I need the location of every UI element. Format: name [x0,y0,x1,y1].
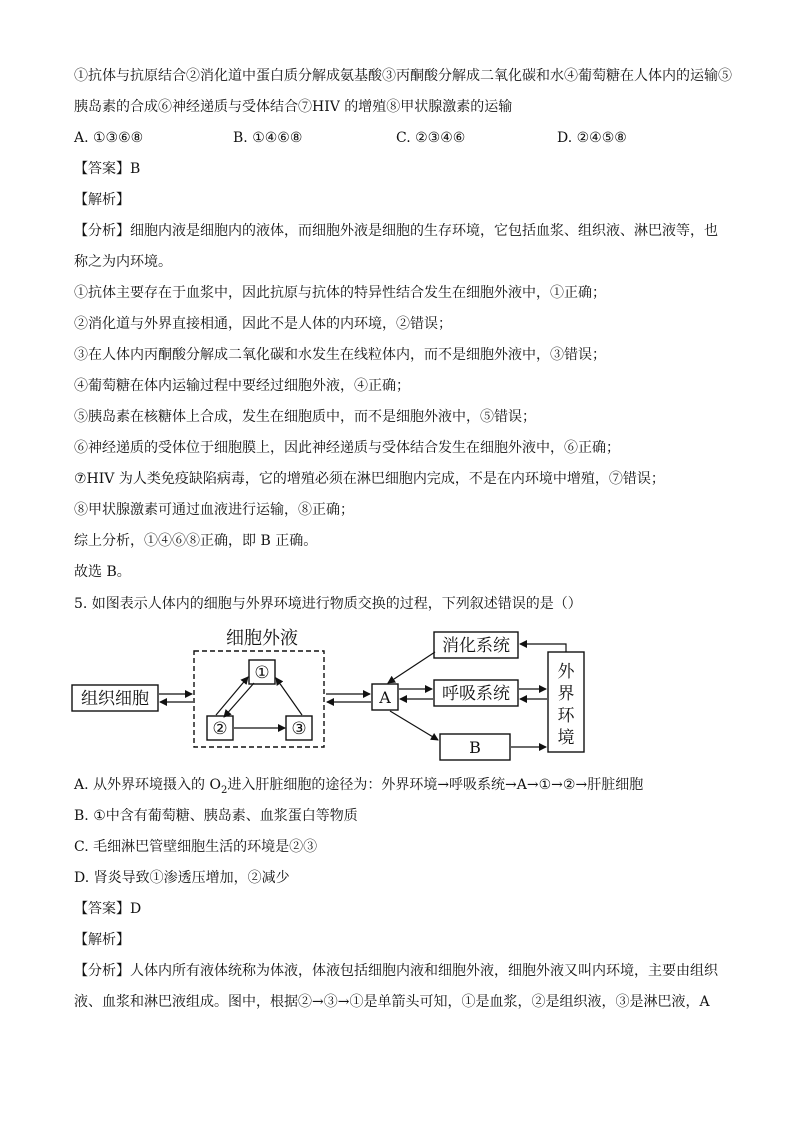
exchange-diagram [70,622,590,762]
q4-stem-line1: ①抗体与抗原结合②消化道中蛋白质分解成氨基酸③丙酮酸分解成二氧化碳和水④葡萄糖在人体内的运输⑤ [74,68,732,84]
external-environment-char: 界 [557,684,575,704]
q4-analysis-line: ①抗体主要存在于血浆中，因此抗原与抗体的特异性结合发生在细胞外液中，①正确； [74,285,606,301]
q4-analysis-line: 称之为内环境。 [74,254,172,270]
q4-answer: 【答案】B [74,161,141,177]
q4-option-a: A. ①③⑥⑧ [74,130,144,146]
external-environment-char: 境 [557,728,575,748]
q5-analysis-line: 液、血浆和淋巴液组成。图中，根据②→③→①是单箭头可知，①是血浆，②是组织液，③是淋巴液，A [74,994,710,1010]
arrow-a-to-b [390,711,438,740]
node-plasma-label: ① [254,663,270,683]
q5-option-d: D. 肾炎导致①渗透压增加，②减少 [74,870,290,886]
a-label: A [379,688,391,707]
q4-analysis-line: 【分析】细胞内液是细胞内的液体，而细胞外液是细胞的生存环境，它包括血浆、组织液、淋巴液等，也 [74,223,718,239]
q5-analysis-title: 【解析】 [74,932,130,948]
q4-analysis-line: ⑤胰岛素在核糖体上合成，发生在细胞质中，而不是细胞外液中，⑤错误； [74,409,536,425]
q4-analysis-line: 综上分析，①④⑥⑧正确，即 B 正确。 [74,533,318,549]
q4-analysis-line: ⑧甲状腺激素可通过血液进行运输，⑧正确； [74,502,354,518]
q4-analysis-line: ④葡萄糖在体内运输过程中要经过细胞外液，④正确； [74,378,410,394]
q5-stem: 5. 如图表示人体内的细胞与外界环境进行物质交换的过程，下列叙述错误的是（） [74,596,582,612]
q4-option-b: B. ①④⑥⑧ [233,130,303,146]
q5-answer: 【答案】D [74,901,142,917]
q5-option-a [74,775,643,801]
q5-option-b: B. ①中含有葡萄糖、胰岛素、血浆蛋白等物质 [74,808,358,824]
arrow-env-to-digest [520,644,566,652]
q5-option-a-post: 进入肝脏细胞的途径为：外界环境→呼吸系统→A→①→②→肝脏细胞 [227,777,644,793]
q4-option-d: D. ②④⑤⑧ [557,130,627,146]
ecf-title: 细胞外液 [226,628,298,649]
q5-option-c: C. 毛细淋巴管壁细胞生活的环境是②③ [74,839,318,855]
q4-analysis-line: 故选 B。 [74,564,131,580]
external-environment-char: 环 [557,706,575,726]
arrow-3-to-1 [276,678,302,715]
q5-option-a-pre: A. 从外界环境摄入的 O [74,777,221,793]
b-label: B [469,738,481,757]
q4-analysis-line: ⑦HIV 为人类免疫缺陷病毒，它的增殖必须在淋巴细胞内完成，不是在内环境中增殖，⑦错误； [74,471,665,487]
tissue-cells-label: 组织细胞 [81,689,149,709]
arrow-digest-to-a [388,652,435,683]
q4-analysis-line: ③在人体内丙酮酸分解成二氧化碳和水发生在线粒体内，而不是细胞外液中，③错误； [74,347,606,363]
q4-analysis-line: ⑥神经递质的受体位于细胞膜上，因此神经递质与受体结合发生在细胞外液中，⑥正确； [74,440,620,456]
q4-stem-line2: 胰岛素的合成⑥神经递质与受体结合⑦HIV 的增殖⑧甲状腺激素的运输 [74,99,513,115]
q4-analysis-title: 【解析】 [74,192,130,208]
q4-option-c: C. ②③④⑥ [396,130,466,146]
node-lymph-label: ③ [291,719,307,739]
digestive-system-label: 消化系统 [442,636,510,656]
respiratory-system-label: 呼吸系统 [442,684,510,704]
node-tissue-fluid-label: ② [212,719,228,739]
q5-analysis-line: 【分析】人体内所有液体统称为体液，体液包括细胞内液和细胞外液，细胞外液又叫内环境，主要由组织 [74,963,718,979]
external-environment-char: 外 [557,662,575,682]
q5-option-a-sub: 2 [220,784,228,796]
q4-analysis-line: ②消化道与外界直接相通，因此不是人体的内环境，②错误； [74,316,452,332]
